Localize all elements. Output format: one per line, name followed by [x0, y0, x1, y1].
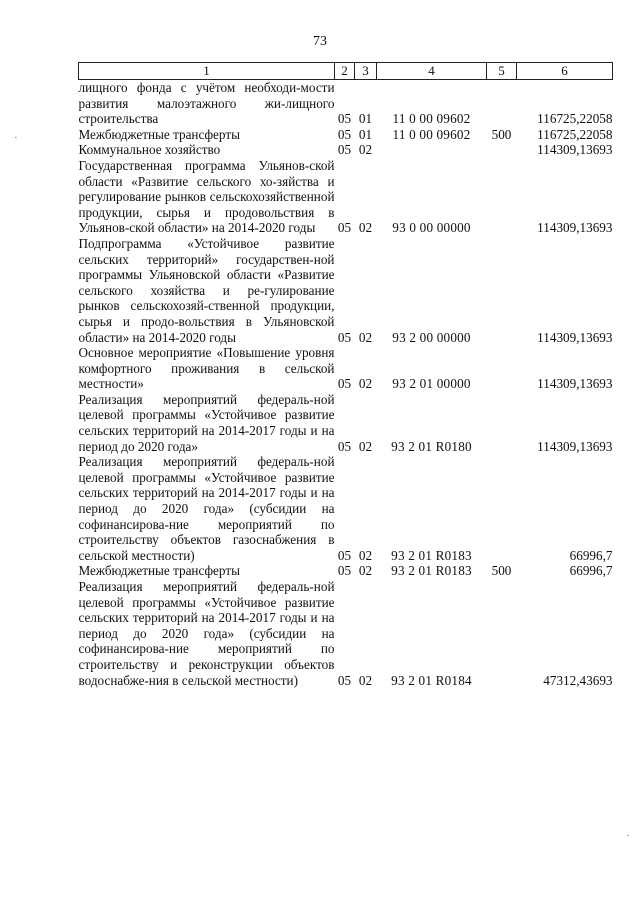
row-expense-type	[487, 454, 517, 563]
row-section: 05	[337, 111, 352, 127]
row-section: 05	[337, 547, 352, 563]
table-row	[79, 236, 613, 345]
scan-speck: ·	[14, 132, 18, 144]
row-expense-type	[487, 142, 517, 158]
column-header: 2	[335, 63, 355, 80]
column-header: 3	[355, 63, 377, 80]
table-header	[79, 63, 613, 80]
row-expense-type	[487, 579, 517, 688]
row-amount: 114309,13693	[537, 220, 613, 236]
header-row	[79, 63, 613, 80]
row-expense-type	[487, 345, 517, 392]
table-row	[79, 142, 613, 158]
row-section: 05	[337, 563, 352, 579]
row-amount: 66996,7	[569, 563, 613, 579]
row-section: 05	[337, 220, 352, 236]
row-subsection: 02	[358, 220, 373, 236]
row-amount: 116725,22058	[537, 111, 613, 127]
row-target-article: 93 2 01 00000	[392, 376, 471, 392]
row-amount: 66996,7	[569, 547, 613, 563]
row-section: 05	[337, 329, 352, 345]
row-expense-type	[487, 158, 517, 236]
scan-speck: ·	[626, 830, 630, 842]
row-section: 05	[337, 376, 352, 392]
row-name: Межбюджетные трансферты	[78, 126, 240, 142]
row-target-article: 93 2 00 00000	[392, 329, 471, 345]
row-target-article: 93 0 00 00000	[392, 220, 471, 236]
column-header: 4	[377, 63, 487, 80]
budget-table	[78, 62, 613, 688]
row-target-article	[377, 142, 487, 158]
column-header: 6	[517, 63, 613, 80]
row-expense-type: 500	[491, 126, 512, 142]
table-row	[79, 563, 613, 579]
row-target-article: 11 0 00 09602	[392, 111, 471, 127]
row-expense-type: 500	[491, 563, 512, 579]
row-target-article: 93 2 01 R0180	[391, 438, 472, 454]
row-name: Государственная программа Ульянов-ской области «Развитие сельского хо-зяйства и регулирование рынков сельскохозяйственной продукции, сырья и продовольствия в Ульянов-ской области» на 2014-2020 годы	[78, 157, 335, 236]
table-row	[79, 80, 613, 127]
row-section: 05	[337, 126, 352, 142]
row-name: лищного фонда с учётом необходи-мости развития малоэтажного жи-лищного строительства	[78, 80, 335, 127]
row-name: Коммунальное хозяйство	[78, 142, 221, 158]
row-amount: 114309,13693	[537, 376, 613, 392]
row-subsection: 02	[358, 563, 373, 579]
column-header: 5	[487, 63, 517, 80]
table-row	[79, 345, 613, 392]
row-target-article: 93 2 01 R0183	[391, 547, 472, 563]
row-name: Подпрограмма «Устойчивое развитие сельских территорий» государствен-ной программы Ульяновской области «Развитие сельского хозяйства и ре-гулирование рынков сельскохозяй-ственной продукции, сырья и продо-вольствия в Ульяновской области» на 2014-2020 годы	[78, 235, 335, 345]
row-expense-type	[487, 236, 517, 345]
row-subsection: 02	[358, 142, 373, 158]
table-row	[79, 127, 613, 143]
row-target-article: 93 2 01 R0183	[391, 563, 472, 579]
row-subsection: 01	[358, 126, 373, 142]
row-section: 05	[337, 142, 352, 158]
row-amount: 114309,13693	[537, 438, 613, 454]
row-amount: 114309,13693	[537, 329, 613, 345]
row-name: Основное мероприятие «Повышение уровня комфортного проживания в сельской местности»	[78, 345, 335, 392]
column-header: 1	[79, 63, 335, 80]
row-section: 05	[337, 438, 352, 454]
row-name: Реализация мероприятий федераль-ной целевой программы «Устойчивое развитие сельских территорий на 2014-2017 годы и на период до 2020 года» (субсидии на софинансирова-ние мероприятий по строительству объектов газоснабжения в сельской местности)	[78, 454, 335, 563]
row-subsection: 02	[358, 672, 373, 688]
row-name: Реализация мероприятий федераль-ной целевой программы «Устойчивое развитие сельских территорий на 2014-2017 годы и на период до 2020 года» (субсидии на софинансирова-ние мероприятий по строительству и реконструкции объектов водоснабже-ния в сельской местности)	[78, 579, 335, 688]
row-expense-type	[487, 392, 517, 454]
table-row	[79, 579, 613, 688]
row-section: 05	[337, 672, 352, 688]
row-amount: 116725,22058	[537, 126, 613, 142]
row-name: Реализация мероприятий федераль-ной целевой программы «Устойчивое развитие сельских территорий на 2014-2017 годы и на период до 2020 года»	[78, 391, 335, 454]
row-name: Межбюджетные трансферты	[78, 563, 240, 579]
row-expense-type	[487, 80, 517, 127]
page-number: 73	[313, 34, 327, 49]
row-subsection: 02	[358, 438, 373, 454]
row-subsection: 02	[358, 547, 373, 563]
table-body	[79, 80, 613, 689]
row-amount: 114309,13693	[537, 142, 613, 158]
row-target-article: 11 0 00 09602	[392, 126, 471, 142]
table-row	[79, 454, 613, 563]
row-subsection: 01	[358, 111, 373, 127]
table-row	[79, 392, 613, 454]
row-amount: 47312,43693	[543, 672, 613, 688]
table-row	[79, 158, 613, 236]
row-target-article: 93 2 01 R0184	[391, 672, 472, 688]
row-subsection: 02	[358, 329, 373, 345]
row-subsection: 02	[358, 376, 373, 392]
